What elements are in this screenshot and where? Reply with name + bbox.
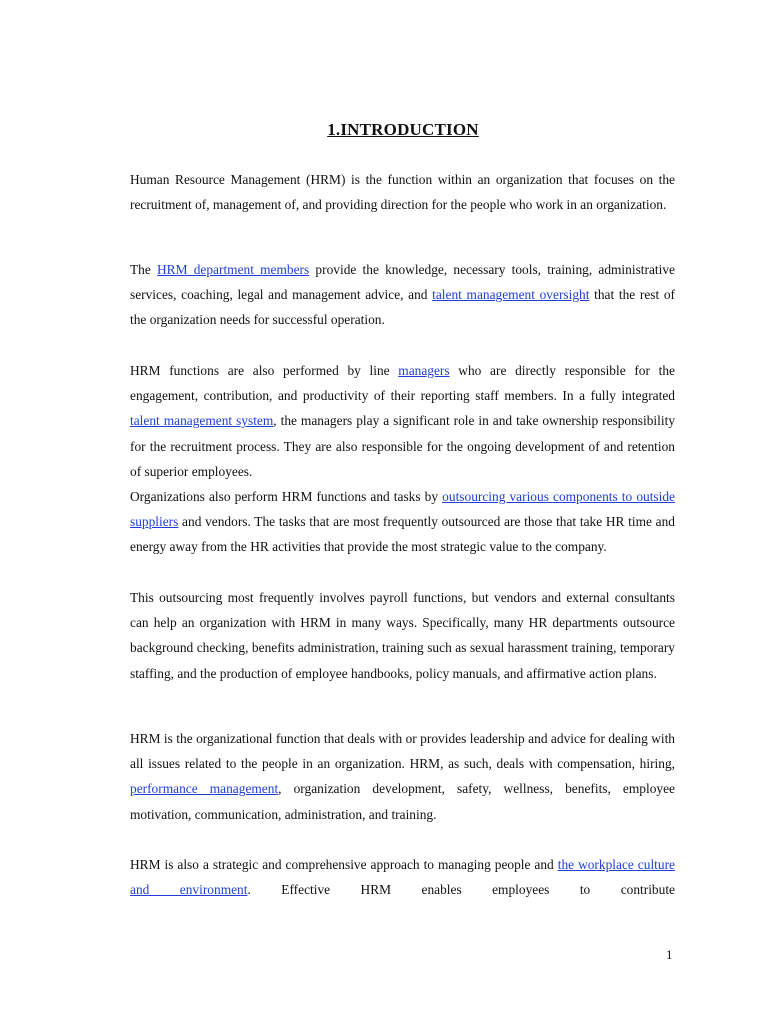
paragraph-hrm-strategic: HRM is also a strategic and comprehensive approach to managing people and the workplace culture and environment. Effective HRM enables employees to contribute [130,857,675,898]
link-outsourcing-components[interactable]: outsourcing various components to outside suppliers [130,489,675,530]
page-number: 1 [666,947,673,962]
link-hrm-department-members[interactable]: HRM department members [157,262,310,277]
link-workplace-culture[interactable]: the workplace culture and environment [130,857,675,898]
paragraph-line-managers: HRM functions are also performed by line managers who are directly responsible for the engagement, contribution, and productivity of their reporting staff members. In a fully integrated talent management system, the managers play a significant role in and take ownership responsibility for the recruitment process. They are also responsible for the ongoing development of and retention of superior employees. [130,363,676,479]
paragraph-outsourcing-details: This outsourcing most frequently involves payroll functions, but vendors and external consultants can help an organization with HRM in many ways. Specifically, many HR departments outsource background checking, benefits administration, training such as sexual harassment training, temporary staffing, and the production of employee handbooks, policy manuals, and affirmative action plans. [130,590,675,681]
link-performance-management[interactable]: performance management [130,781,279,797]
link-talent-management-system[interactable]: talent management system [130,413,274,429]
paragraph-outsourcing: Organizations also perform HRM functions and tasks by outsourcing various components to outside suppliers and vendors. The tasks that are most frequently outsourced are those that take HR time and energy away from the HR activities that provide the most strategic value to the company. [130,489,675,555]
paragraph-intro: Human Resource Management (HRM) is the function within an organization that focuses on the recruitment of, management of, and providing direction for the people who work in an organization. [130,172,675,213]
paragraph-hrm-function: HRM is the organizational function that deals with or provides leadership and advice for dealing with all issues related to the people in an organization. HRM, as such, deals with compensation, hiring, performance management, organization development, safety, wellness, benefits, employee motivation, communication, administration, and training. [130,731,675,822]
link-talent-management-oversight[interactable]: talent management oversight [432,287,590,303]
paragraph-hrm-department: The HRM department members provide the knowledge, necessary tools, training, administrative services, coaching, legal and management advice, and talent management oversight that the rest of the organization needs for successful operation. [130,262,676,328]
link-managers[interactable]: managers [398,363,450,378]
page-title: 1.INTRODUCTION [327,120,479,139]
